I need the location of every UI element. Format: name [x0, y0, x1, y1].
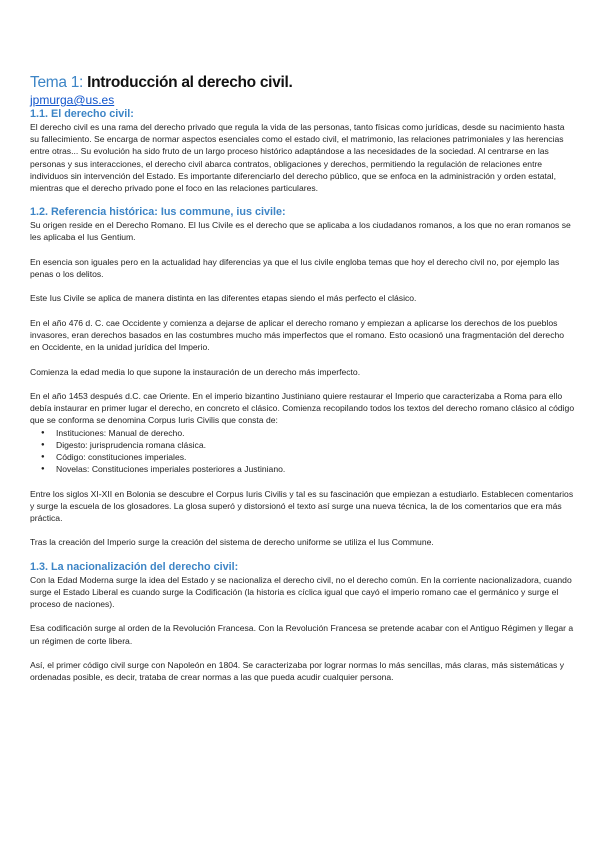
document-page [30, 74, 575, 683]
paragraph: En el año 1453 después d.C. cae Oriente. En el imperio bizantino Justiniano quiere restaurar el Imperio que caracterizaba a Roma para ello debía instaurar en primer lugar el derecho, en concreto el clásico. Comienza recopilando todos los textos del derecho romano clásico al código que se conforma se denomina Corpus Iuris Civilis que consta de: [30, 390, 575, 426]
section-heading: 1.2. Referencia histórica: Ius commune, ius civile: [30, 206, 286, 219]
list-item: ● Novelas: Constituciones imperiales posteriores a Justiniano. [47, 463, 575, 475]
list-item: ● Digesto: jurisprudencia romana clásica. [47, 439, 575, 451]
paragraph: Entre los siglos XI-XII en Bolonia se descubre el Corpus Iuris Civilis y tal es su fascinación que empiezan a estudiarlo. Establecen comentarios y surge la escuela de los glosadores. La glosa superó y distorsionó el texto así surge una nueva técnica, la de los comentarios que era más práctica. [30, 488, 574, 523]
email-link[interactable]: jpmurga@us.es [30, 93, 115, 107]
list-item: ● Código: constituciones imperiales. [47, 451, 575, 463]
paragraph: Esa codificación surge al orden de la Revolución Francesa. Con la Revolución Francesa se pretende acabar con el Antiguo Régimen y llegar a un régimen de corte libera. [30, 623, 574, 646]
paragraph: En esencia son iguales pero en la actualidad hay diferencias ya que el Ius civile engloba temas que hoy el derecho civil no, por ejemplo las penas o los delitos. [30, 256, 560, 280]
paragraph: Con la Edad Moderna surge la idea del Estado y se nacionaliza el derecho civil, no el derecho común. En la corriente nacionalizadora, cuando surge el Estado Liberal es cuando surge la Codificación (la historia es cíclica igual que cayó el imperio romano cae el germánico y surge el proceso de naciones). [30, 574, 572, 609]
paragraph: Este Ius Civile se aplica de manera distinta en las diferentes etapas siendo el más perfecto el clásico. [30, 293, 417, 304]
title-number: Tema 1: [30, 74, 84, 91]
title-text: Introducción al derecho civil. [87, 74, 293, 91]
section-heading: 1.1. El derecho civil: [30, 108, 134, 120]
document-title [30, 74, 575, 92]
corpus-list [30, 427, 575, 476]
paragraph: Así, el primer código civil surge con Napoleón en 1804. Se caracterizaba por lograr normas lo más sencillas, más claras, más sistemáticas y ordenadas posible, es decir, trataba de crear normas a las que pueda acudir cualquier persona. [30, 659, 564, 683]
paragraph: En el año 476 d. C. cae Occidente y comienza a dejarse de aplicar el derecho romano y empiezan a aplicarse los derechos de los pueblos invasores, eran derechos basados en las costumbres mucho más imperfectos que el romano. Esto ocasionó una fragmentación del derecho en Occidente, en la unidad jurídica del Imperio. [30, 317, 565, 353]
paragraph: Tras la creación del Imperio surge la creación del sistema de derecho uniforme se utiliza el Ius Commune. [30, 537, 434, 548]
list-item: ● Instituciones: Manual de derecho. [47, 427, 575, 439]
section-heading: 1.3. La nacionalización del derecho civil: [30, 560, 239, 573]
paragraph: Comienza la edad media lo que supone la instauración de un derecho más imperfecto. [30, 366, 361, 377]
paragraph: El derecho civil es una rama del derecho privado que regula la vida de las personas, tanto físicas como jurídicas, desde su nacimiento hasta su fallecimiento. Se encarga de normar aspectos esenciales como el estado civil, el matrimonio, las relaciones patrimoniales y las herencias entre otras... Su evolución ha sido fruto de un largo proceso histórico adaptándose a las necesidades de la sociedad. Al centrarse en las personas y sus interacciones, el derecho civil abarca contratos, obligaciones y derechos, permitiendo la regulación de relaciones entre individuos sin intervención del Estado. Es importante diferenciarlo del derecho público, que se enfoca en la administración y orden estatal, mientras que el derecho privado pone el foco en las relaciones particulares. [30, 122, 565, 194]
paragraph: Su origen reside en el Derecho Romano. El Ius Civile es el derecho que se aplicaba a los ciudadanos romanos, a los que no eran romanos se les aplicaba el Ius Gentium. [30, 220, 571, 243]
